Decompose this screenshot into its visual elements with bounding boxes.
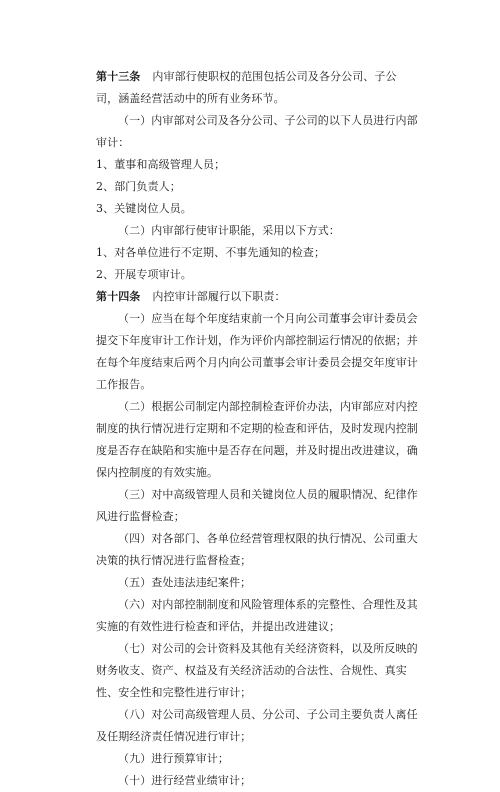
- paragraph-item: （十）进行经营业绩审计；: [118, 774, 252, 787]
- document-body: [96, 66, 418, 792]
- paragraph-item: （九）进行预算审计；: [118, 752, 229, 765]
- paragraph-item: （三）对中高级管理人员和关键岗位人员的履职情况、纪律作风进行监督检查；: [96, 488, 418, 523]
- list-item: 1、对各单位进行不定期、不事先通知的检查；: [96, 246, 326, 259]
- article-13-paragraph: [96, 66, 418, 110]
- article-13-heading: 第十三条: [96, 70, 141, 83]
- list-item: 2、部门负责人；: [96, 180, 181, 193]
- article-13-text: 内审部行使职权的范围包括公司及各分公司、子公司，涵盖经营活动中的所有业务环节。: [96, 70, 397, 105]
- article-14-text: 内控审计部履行以下职责：: [152, 290, 286, 303]
- article-14-heading: 第十四条: [96, 290, 141, 303]
- list-item: 3、关键岗位人员。: [96, 202, 192, 215]
- list-item: 2、开展专项审计。: [96, 268, 192, 281]
- paragraph-item: （一）内审部对公司及各分公司、子公司的以下人员进行内部审计：: [96, 114, 418, 149]
- paragraph-item: （六）对内部控制制度和风险管理体系的完整性、合理性及其实施的有效性进行检查和评估，并提出改进建议；: [96, 598, 418, 633]
- paragraph-item: （一）应当在每个年度结束前一个月向公司董事会审计委员会提交下年度审计工作计划，作为评价内部控制运行情况的依据；并在每个年度结束后两个月内向公司董事会审计委员会提交年度审计工作报告。: [96, 312, 418, 391]
- paragraph-item: （八）对公司高级管理人员、分公司、子公司主要负责人离任及任期经济责任情况进行审计；: [96, 708, 418, 743]
- paragraph-item: （五）查处违法违纪案件；: [118, 576, 252, 589]
- paragraph-item: （四）对各部门、各单位经营管理权限的执行情况、公司重大决策的执行情况进行监督检查；: [96, 532, 418, 567]
- list-item: 1、董事和高级管理人员；: [96, 158, 226, 171]
- paragraph-item: （二）内审部行使审计职能，采用以下方式：: [118, 224, 340, 237]
- paragraph-item: （二）根据公司制定内部控制检查评价办法，内审部应对内控制度的执行情况进行定期和不定期的检查和评估，及时发现内控制度是否存在缺陷和实施中是否存在问题，并及时提出改进建议，确保内控制度的有效实施。: [96, 400, 418, 479]
- article-14-paragraph: [96, 286, 418, 308]
- paragraph-item: （七）对公司的会计资料及其他有关经济资料，以及所反映的财务收支、资产、权益及有关经济活动的合法性、合规性、真实性、安全性和完整性进行审计；: [96, 642, 418, 699]
